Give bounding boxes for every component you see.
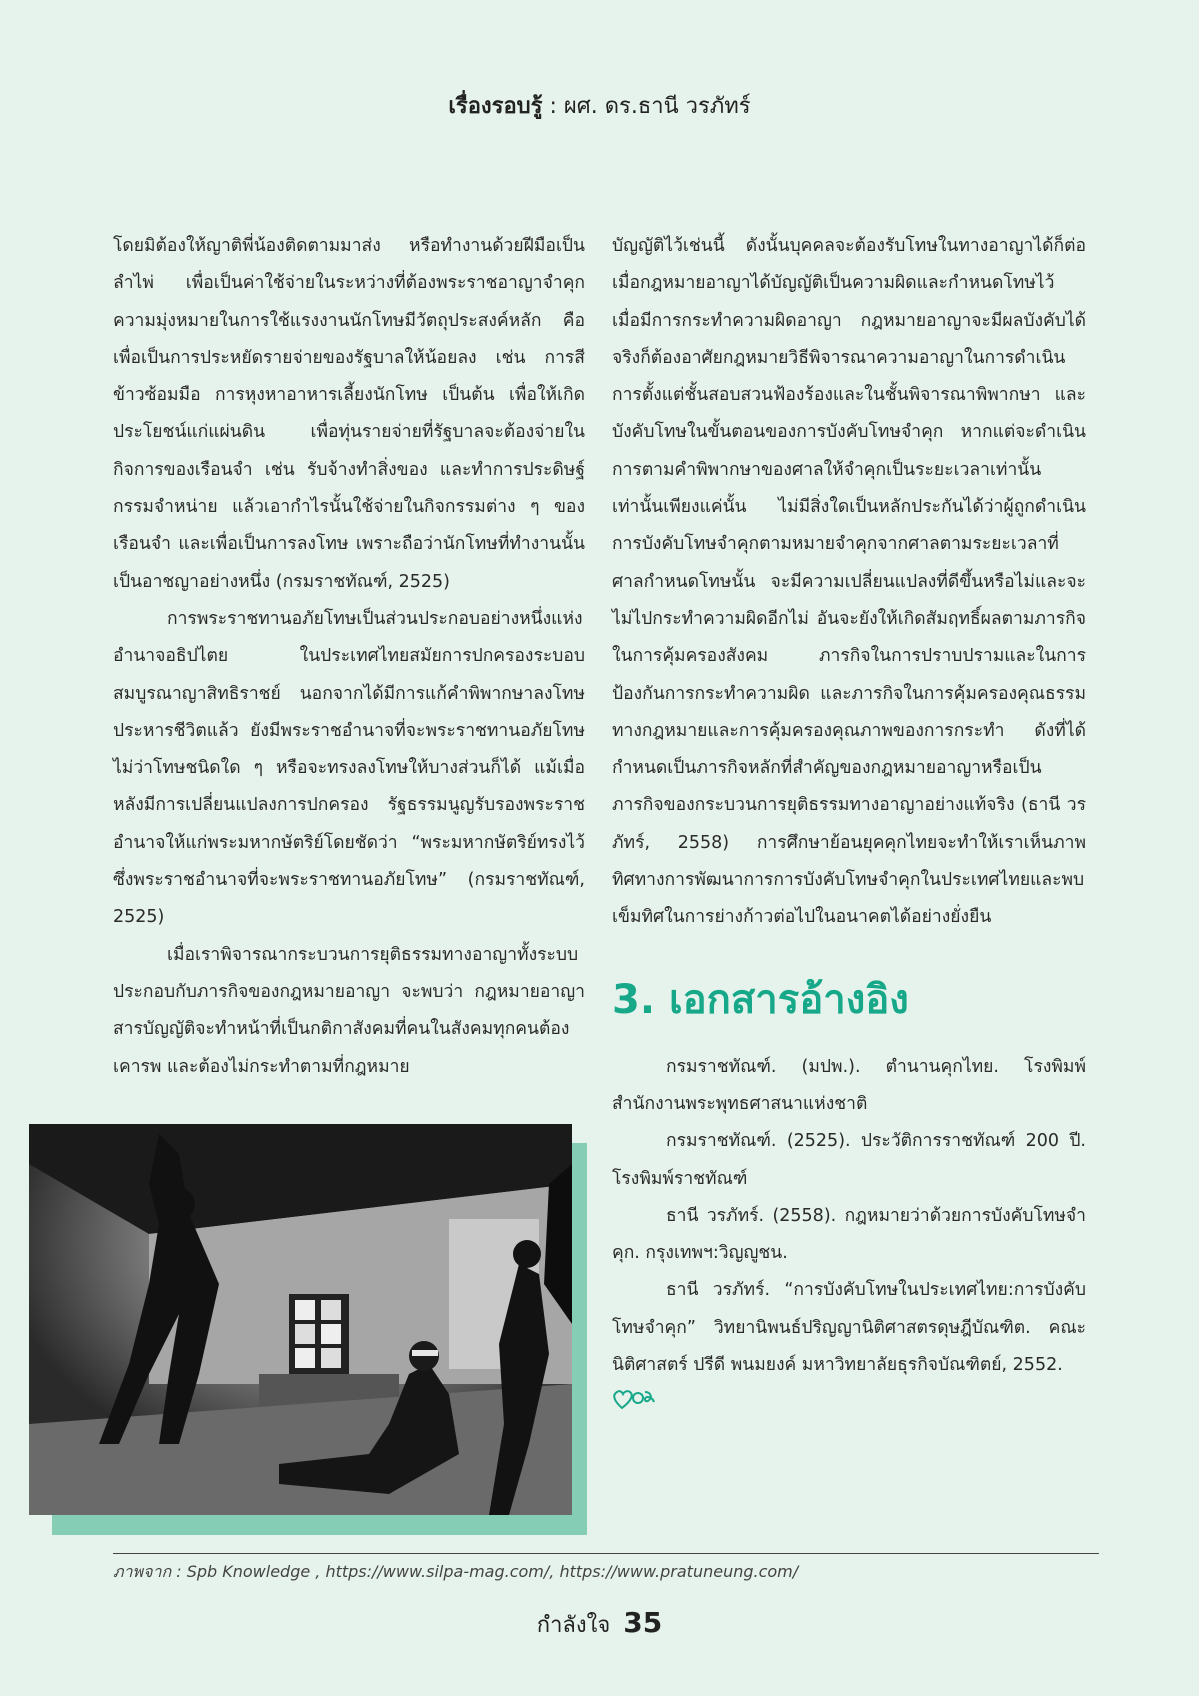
page-footer <box>0 1606 1199 1642</box>
reference-entry: กรมราชทัณฑ์. (มปพ.). ตำนานคุกไทย. โรงพิมพ์สำนักงานพระพุทธศาสนาแห่งชาติ <box>612 1056 1086 1114</box>
footnote-divider <box>113 1553 1099 1554</box>
paragraph: โดยมิต้องให้ญาติพี่น้องติดตามมาส่ง หรือทำงานด้วยฝีมือเป็นลำไพ่ เพื่อเป็นค่าใช้จ่ายในระหว่างที่ต้องพระราชอาญาจำคุก ความมุ่งหมายในการใช้แรงงานนักโทษมีวัตถุประสงค์หลัก คือ เพื่อเป็นการประหยัดรายจ่ายของรัฐบาลให้น้อยลง เช่น การสีข้าวซ้อมมือ การหุงหาอาหารเลี้ยงนักโทษ เป็นต้น เพื่อให้เกิดประโยชน์แก่แผ่นดิน เพื่อทุ่นรายจ่ายที่รัฐบาลจะต้องจ่ายในกิจการของเรือนจำ เช่น รับจ้างทำสิ่งของ และทำการประดิษฐ์กรรมจำหน่าย แล้วเอากำไรนั้นใช้จ่ายในกิจกรรมต่าง ๆ ของเรือนจำ และเพื่อเป็นการลงโทษ เพราะถือว่านักโทษที่ทำงานนั้น เป็นอาชญาอย่างหนึ่ง (กรมราชทัณฑ์, 2525) <box>113 236 585 592</box>
reference-entry: ธานี วรภัทร์. (2558). กฎหมายว่าด้วยการบังคับโทษจำคุก. กรุงเทพฯ:วิญญูชน. <box>612 1205 1086 1264</box>
paragraph: การพระราชทานอภัยโทษเป็นส่วนประกอบอย่างหนึ่งแห่งอำนาจอธิปไตย ในประเทศไทยสมัยการปกครองระบอบสมบูรณาญาสิทธิราชย์ นอกจากได้มีการแก้คำพิพากษาลงโทษประหารชีวิตแล้ว ยังมีพระราชอำนาจที่จะพระราชทานอภัยโทษไม่ว่าโทษชนิดใด ๆ หรือจะทรงลงโทษให้บางส่วนก็ได้ แม้เมื่อหลังมีการเปลี่ยนแปลงการปกครอง รัฐธรรมนูญรับรองพระราชอำนาจให้แก่พระมหากษัตริย์โดยชัดว่า “พระมหากษัตริย์ทรงไว้ซึ่งพระราชอำนาจที่จะพระราชทานอภัยโทษ” (กรมราชทัณฑ์, 2525) <box>113 608 585 928</box>
photo-credit: ภาพจาก : Spb Knowledge , https://www.silpa-mag.com/, https://www.pratuneung.com/ <box>113 1562 799 1581</box>
section-title: 3. เอกสารอ้างอิง <box>612 976 909 1023</box>
prison-museum-photo <box>29 1124 572 1515</box>
paragraph: บัญญัติไว้เช่นนี้ ดังนั้นบุคคลจะต้องรับโทษในทางอาญาได้ก็ต่อเมื่อกฎหมายอาญาได้บัญญัติเป็นความผิดและกำหนดโทษไว้ เมื่อมีการกระทำความผิดอาญา กฎหมายอาญาจะมีผลบังคับได้จริงก็ต้องอาศัยกฎหมายวิธีพิจารณาความอาญาในการดำเนินการตั้งแต่ชั้นสอบสวนฟ้องร้องและในชั้นพิจารณาพิพากษา และบังคับโทษในขั้นตอนของการบังคับโทษจำคุก หากแต่จะดำเนินการตามคำพิพากษาของศาลให้จำคุกเป็นระยะเวลาเท่านั้นเท่านั้นเพียงแค่นั้น ไม่มีสิ่งใดเป็นหลักประกันได้ว่าผู้ถูกดำเนินการบังคับโทษจำคุกตามหมายจำคุกจากศาลตามระยะเวลาที่ศาลกำหนดโทษนั้น จะมีความเปลี่ยนแปลงที่ดีขึ้นหรือไม่และจะไม่ไปกระทำความผิดอีกไม่ อันจะยังให้เกิดสัมฤทธิ์ผลตามภารกิจในการคุ้มครองสังคม ภารกิจในการปราบปรามและในการป้องกันการกระทำความผิด และภารกิจในการคุ้มครองคุณธรรมทางกฎหมายและการคุ้มครองคุณภาพของการกระทำ ดังที่ได้กำหนดเป็นภารกิจหลักที่สำคัญของกฎหมายอาญาหรือเป็นภารกิจของกระบวนการยุติธรรมทางอาญาอย่างแท้จริง (ธานี วรภัทร์, 2558) การศึกษาย้อนยุคคุกไทยจะทำให้เราเห็นภาพทิศทางการพัฒนาการการบังคับโทษจำคุกในประเทศไทยและพบเข็มทิศในการย่างก้าวต่อไปในอนาคตได้อย่างยั่งยืน <box>612 236 1086 928</box>
reference-entry: กรมราชทัณฑ์. (2525). ประวัติการราชทัณฑ์ 200 ปี. โรงพิมพ์ราชทัณฑ์ <box>612 1131 1086 1189</box>
right-column <box>612 228 1086 1412</box>
author-byline: : ผศ. ดร.ธานี วรภัทร์ <box>549 94 751 119</box>
magazine-name: กำลังใจ <box>536 1613 611 1638</box>
page-header <box>0 88 1199 123</box>
paragraph: เมื่อเราพิจารณากระบวนการยุติธรรมทางอาญาทั้งระบบประกอบกับภารกิจของกฎหมายอาญา จะพบว่า กฎหมายอาญาสารบัญญัติจะทำหน้าที่เป็นกติกาสังคมที่คนในสังคมทุกคนต้องเคารพ และต้องไม่กระทำตามที่กฎหมาย <box>113 944 585 1077</box>
heart-end-icon <box>612 1386 656 1412</box>
column-label: เรื่องรอบรู้ <box>448 94 543 119</box>
left-column <box>113 228 585 1086</box>
reference-entry: ธานี วรภัทร์. “การบังคับโทษในประเทศไทย:การบังคับโทษจำคุก” วิทยานิพนธ์ปริญญานิติศาสตรดุษฎีบัณฑิต. คณะนิติศาสตร์ ปรีดี พนมยงค์ มหาวิทยาลัยธุรกิจบัณฑิตย์, 2552. <box>612 1280 1086 1376</box>
page-number: 35 <box>623 1606 663 1639</box>
